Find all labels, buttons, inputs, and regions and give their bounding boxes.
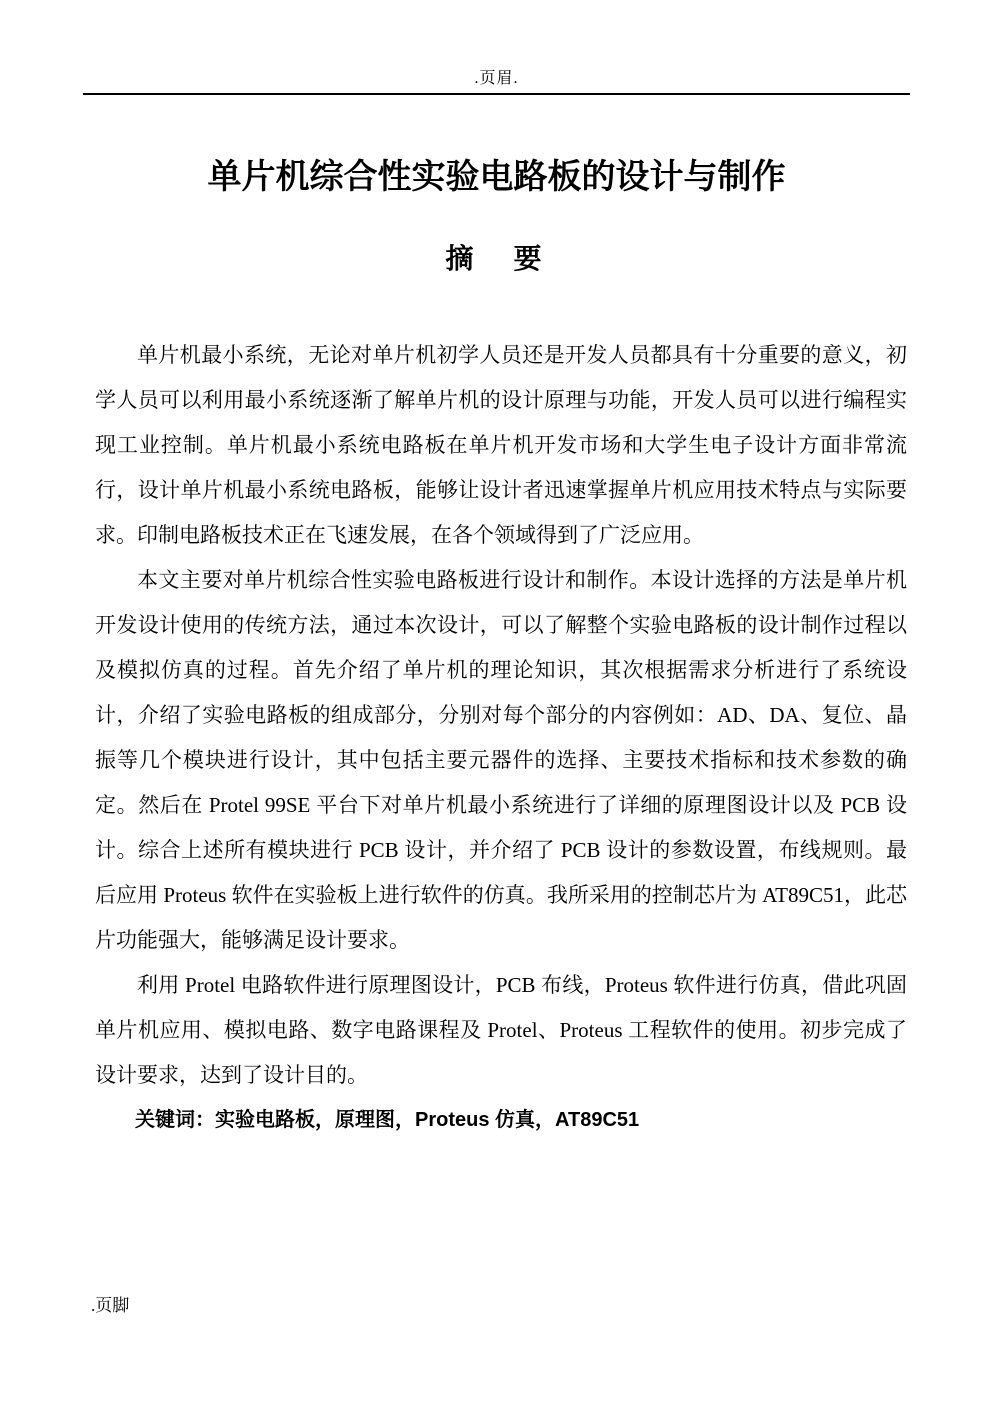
keywords-label: 关键词： [135,1109,215,1131]
keywords-line [95,1098,907,1143]
page-footer-text: .页脚 [91,1296,130,1315]
paragraph-2: 本文主要对单片机综合性实验电路板进行设计和制作。本设计选择的方法是单片机开发设计使用的传统方法，通过本次设计，可以了解整个实验电路板的设计制作过程以及模拟仿真的过程。首先介绍了单片机的理论知识，其次根据需求分析进行了系统设计，介绍了实验电路板的组成部分，分别对每个部分的内容例如：AD、DA、复位、晶振等几个模块进行设计，其中包括主要元器件的选择、主要技术指标和技术参数的确定。然后在 Protel 99SE 平台下对单片机最小系统进行了详细的原理图设计以及 PCB 设计。综合上述所有模块进行 PCB 设计，并介绍了 PCB 设计的参数设置，布线规则。最后应用 Proteus 软件在实验板上进行软件的仿真。我所采用的控制芯片为 AT89C51，此芯片功能强大，能够满足设计要求。 [95,568,907,952]
page-header-text: .页眉. [474,70,519,87]
keywords-text: 实验电路板，原理图，Proteus 仿真，AT89C51 [215,1109,640,1131]
page-footer [91,1295,129,1317]
page-header [83,68,910,95]
abstract-heading: 摘 要 [445,243,548,274]
page-title: 单片机综合性实验电路板的设计与制作 [207,158,786,196]
paragraph-1: 单片机最小系统，无论对单片机初学人员还是开发人员都具有十分重要的意义，初学人员可以利用最小系统逐渐了解单片机的设计原理与功能，开发人员可以进行编程实现工业控制。单片机最小系统电路板在单片机开发市场和大学生电子设计方面非常流行，设计单片机最小系统电路板，能够让设计者迅速掌握单片机应用技术特点与实际要求。印制电路板技术正在飞速发展，在各个领域得到了广泛应用。 [95,343,907,547]
abstract-body [95,333,907,1143]
paragraph-3: 利用 Protel 电路软件进行原理图设计，PCB 布线，Proteus 软件进行仿真，借此巩固单片机应用、模拟电路、数字电路课程及 Protel、Proteus 工程软件的使用。初步完成了设计要求，达到了设计目的。 [95,973,907,1087]
